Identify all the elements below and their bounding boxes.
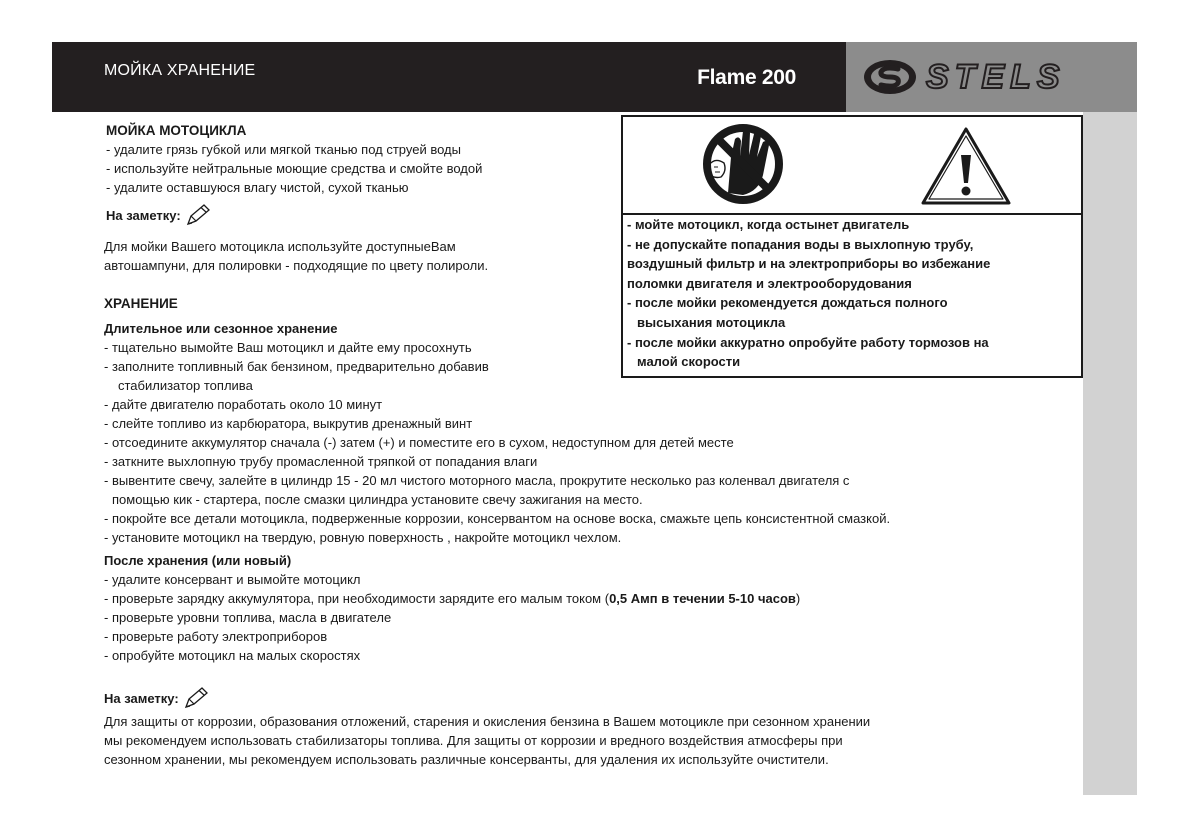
- note-line: Для мойки Вашего мотоцикла используйте доступныеВам: [104, 239, 456, 254]
- list-item: - слейте топливо из карбюратора, выкрутив дренажный винт: [104, 416, 473, 431]
- stels-logo-icon: [846, 42, 1137, 112]
- list-item: - удалите оставшуюся влагу чистой, сухой тканью: [106, 180, 409, 195]
- list-item: - вывентите свечу, залейте в цилиндр 15 - 20 мл чистого моторного масла, прокрутите несколько раз коленвал двигателя с: [104, 473, 850, 488]
- note-label: На заметку:: [106, 207, 181, 223]
- washing-note-heading: [106, 203, 211, 227]
- warning-item: воздушный фильтр и на электроприборы во избежание: [627, 256, 991, 272]
- list-item: - проверьте уровни топлива, масла в двигателе: [104, 610, 392, 625]
- list-item: [104, 589, 890, 608]
- list-item: - тщательно вымойте Ваш мотоцикл и дайте ему просохнуть: [104, 340, 472, 355]
- washing-section: [106, 121, 482, 197]
- warning-item: - мойте мотоцикл, когда остынет двигатель: [627, 217, 910, 232]
- svg-text:STELS: STELS: [926, 58, 1066, 96]
- list-item: - удалите грязь губкой или мягкой тканью под струей воды: [106, 142, 461, 157]
- list-item: стабилизатор топлива: [118, 378, 253, 393]
- warning-item: поломки двигателя и электрооборудования: [627, 275, 912, 291]
- list-item: - удалите консервант и вымойте мотоцикл: [104, 572, 361, 587]
- long-term-heading: Длительное или сезонное хранение: [104, 321, 338, 336]
- warning-item: высыхания мотоцикла: [637, 314, 786, 330]
- note-line: автошампуни, для полировки - подходящие по цвету полироли.: [104, 258, 489, 273]
- model-name: Flame 200: [697, 66, 796, 89]
- list-item: - установите мотоцикл на твердую, ровную поверхность , накройте мотоцикл чехлом.: [104, 530, 622, 545]
- warning-item: малой скорости: [637, 354, 741, 370]
- note-line: мы рекомендуем использовать стабилизаторы топлива. Для защиты от коррозии и вредного воздействия атмосферы при: [104, 733, 843, 748]
- list-item: - отсоедините аккумулятор сначала (-) затем (+) и поместите его в сухом, недоступном для детей месте: [104, 435, 734, 450]
- list-item-text: - проверьте зарядку аккумулятора, при необходимости зарядите его малым током (: [104, 591, 610, 606]
- pencil-icon: [185, 203, 211, 227]
- warning-triangle-icon: [923, 129, 1009, 203]
- storage-heading: ХРАНЕНИЕ: [104, 296, 178, 311]
- pencil-icon: [183, 686, 209, 710]
- warning-item: - не допускайте попадания воды в выхлопную трубу,: [627, 236, 974, 252]
- storage-note-heading: [104, 686, 209, 710]
- list-item: - покройте все детали мотоцикла, подверженные коррозии, консервантом на основе воска, смажьте цепь консистентной смазкой.: [104, 511, 891, 526]
- storage-note-text: [104, 712, 870, 769]
- list-item-text: ): [795, 591, 801, 606]
- page-title: МОЙКА ХРАНЕНИЕ: [104, 62, 256, 79]
- note-label: На заметку:: [104, 690, 179, 706]
- list-item: - проверьте работу электроприборов: [104, 629, 328, 644]
- list-item: - используйте нейтральные моющие средства и смойте водой: [106, 161, 483, 176]
- note-line: сезонном хранении, мы рекомендуем использовать различные консерванты, для удаления их используйте очистители.: [104, 752, 829, 767]
- list-item: - опробуйте мотоцикл на малых скоростях: [104, 648, 361, 663]
- brand-logo: [846, 42, 1137, 112]
- list-item: - заполните топливный бак бензином, предварительно добавив: [104, 359, 489, 374]
- list-item: - дайте двигателю поработать около 10 минут: [104, 397, 383, 412]
- warning-item: - после мойки рекомендуется дождаться полного: [627, 295, 948, 311]
- washing-heading: МОЙКА МОТОЦИКЛА: [106, 123, 247, 138]
- storage-section: [104, 294, 890, 665]
- note-line: Для защиты от коррозии, образования отложений, старения и окисления бензина в Вашем мотоцикле при сезонном хранении: [104, 714, 871, 729]
- warning-item: - после мойки аккуратно опробуйте работу тормозов на: [627, 334, 989, 350]
- charge-spec: 0,5 Амп в течении 5-10 часов: [609, 591, 796, 606]
- no-hand-icon: [707, 128, 779, 200]
- list-item: помощью кик - стартера, после смазки цилиндра установите свечу зажигания на место.: [112, 492, 643, 507]
- side-bar: [1083, 112, 1137, 795]
- header-bar: [52, 42, 846, 112]
- list-item: - заткните выхлопную трубу промасленной тряпкой от попадания влаги: [104, 454, 538, 469]
- washing-note-text: [104, 237, 488, 275]
- after-storage-heading: После хранения (или новый): [104, 553, 292, 568]
